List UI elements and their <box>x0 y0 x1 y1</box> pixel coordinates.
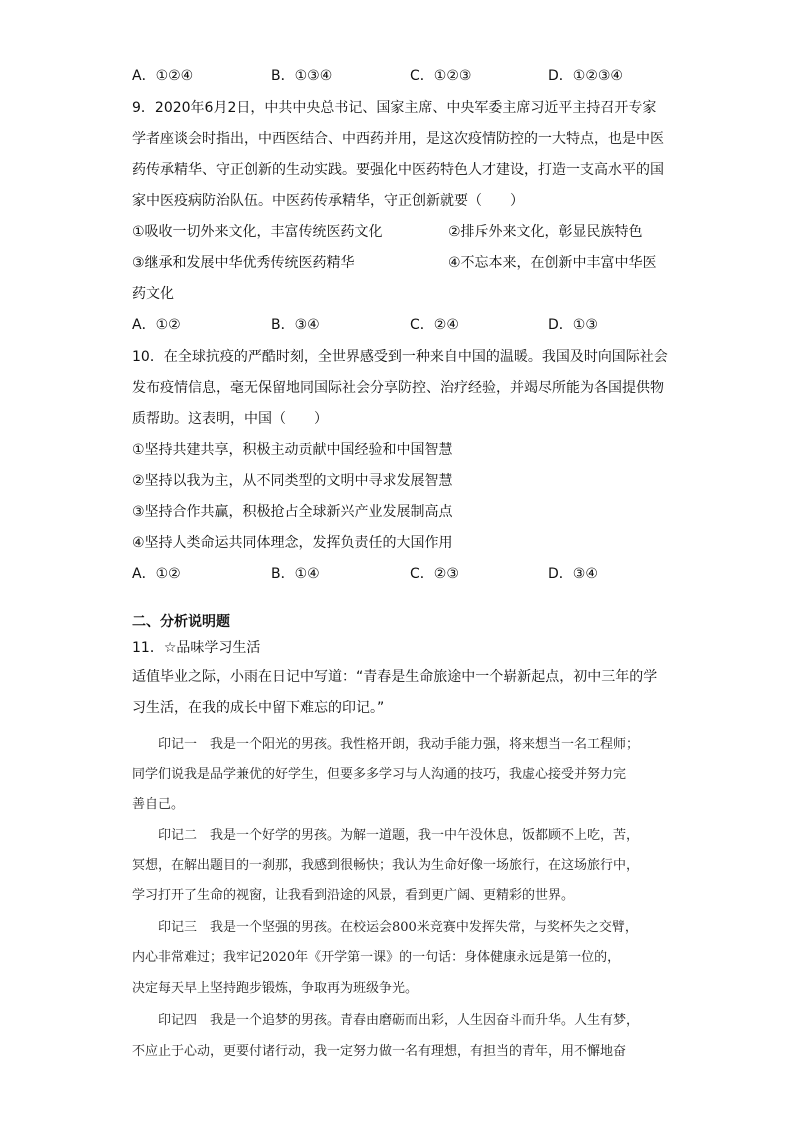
q9-option-d: D．①③ <box>548 317 598 333</box>
q8-options <box>132 66 672 86</box>
q10-item-1: ①坚持共建共享，积极主动贡献中国经验和中国智慧 <box>132 442 453 458</box>
q11-title: 11．☆品味学习生活 <box>132 640 261 656</box>
q10-item-4: ④坚持人类命运共同体理念，发挥负责任的大国作用 <box>132 535 453 551</box>
q9-stem-line: 家中医疫病防治队伍。中医药传承精华，守正创新就要（ ） <box>132 193 524 209</box>
q9-item-3: ③继承和发展中华优秀传统医药精华 <box>132 255 355 271</box>
q10-option-b: B．①④ <box>271 566 320 582</box>
q10-stem-line: 发布疫情信息，毫无保留地同国际社会分享防控、治疗经验，并竭尽所能为各国提供物 <box>132 380 664 396</box>
diary-line: 冥想，在解出题目的一刹那，我感到很畅快；我认为生命好像一场旅行，在这场旅行中， <box>132 858 640 873</box>
q10-option-a: A．①② <box>132 566 181 582</box>
q10-option-c: C．②③ <box>410 566 459 582</box>
q9-item-4: ④不忘本来，在创新中丰富中华医 <box>448 255 657 271</box>
q8-option-d: D．①②③④ <box>548 68 623 84</box>
q9-option-a: A．①② <box>132 317 181 333</box>
q8-option-c: C．①②③ <box>410 68 472 84</box>
diary-line: 内心非常难过；我牢记2020年《开学第一课》的一句话：身体健康永远是第一位的， <box>132 950 621 965</box>
q11-intro-line: 适值毕业之际，小雨在日记中写道：“青春是生命旅途中一个崭新起点，初中三年的学 <box>132 669 658 685</box>
diary-line: 善自己。 <box>132 797 185 812</box>
q8-option-b: B．①③④ <box>271 68 333 84</box>
diary-line: 同学们说我是品学兼优的好学生，但要多多学习与人沟通的技巧，我虚心接受并努力完 <box>132 767 627 782</box>
q10-options <box>132 564 672 584</box>
q9-options <box>132 315 672 335</box>
diary-line: 印记四 我是一个追梦的男孩。青春由磨砺而出彩，人生因奋斗而升华。人生有梦， <box>132 1013 640 1028</box>
q9-item-4-cont: 药文化 <box>132 286 174 302</box>
q9-stem-line: 药传承精华、守正创新的生动实践。要强化中医药特色人才建设，打造一支高水平的国 <box>132 162 664 178</box>
diary-line: 印记二 我是一个好学的男孩。为解一道题，我一中午没休息，饭都顾不上吃，苦， <box>132 828 640 843</box>
q9-option-b: B．③④ <box>271 317 320 333</box>
q9-item-2: ②排斥外来文化，彰显民族特色 <box>448 224 643 240</box>
q9-item-1: ①吸收一切外来文化，丰富传统医药文化 <box>132 224 383 240</box>
q9-stem-line: 9．2020年6月2日，中共中央总书记、国家主席、中央军委主席习近平主持召开专家 <box>132 100 657 116</box>
q10-item-2: ②坚持以我为主，从不同类型的文明中寻求发展智慧 <box>132 473 453 489</box>
diary-line: 学习打开了生命的视窗，让我看到沿途的风景，看到更广阔、更精彩的世界。 <box>132 888 575 903</box>
q11-intro-line: 习生活，在我的成长中留下难忘的印记。” <box>132 700 385 716</box>
q9-option-c: C．②④ <box>410 317 459 333</box>
section-heading: 二、分析说明题 <box>132 614 230 630</box>
diary-line: 不应止于心动，更要付诸行动，我一定努力做一名有理想，有担当的青年，用不懈地奋 <box>132 1044 627 1059</box>
q9-stem-line: 学者座谈会时指出，中西医结合、中西药并用，是这次疫情防控的一大特点，也是中医 <box>132 131 664 147</box>
q10-item-3: ③坚持合作共赢，积极抢占全球新兴产业发展制高点 <box>132 504 453 520</box>
q10-stem-line: 10．在全球抗疫的严酷时刻，全世界感受到一种来自中国的温暖。我国及时向国际社会 <box>132 349 668 365</box>
q10-stem-line: 质帮助。这表明，中国（ ） <box>132 411 328 427</box>
q10-option-d: D．③④ <box>548 566 598 582</box>
q8-option-a: A．①②④ <box>132 68 194 84</box>
diary-line: 印记一 我是一个阳光的男孩。我性格开朗，我动手能力强，将来想当一名工程师； <box>132 737 640 752</box>
diary-line: 印记三 我是一个坚强的男孩。在校运会800米竞赛中发挥失常，与奖杯失之交臂， <box>132 920 638 935</box>
diary-line: 决定每天早上坚持跑步锻炼，争取再为班级争光。 <box>132 981 419 996</box>
